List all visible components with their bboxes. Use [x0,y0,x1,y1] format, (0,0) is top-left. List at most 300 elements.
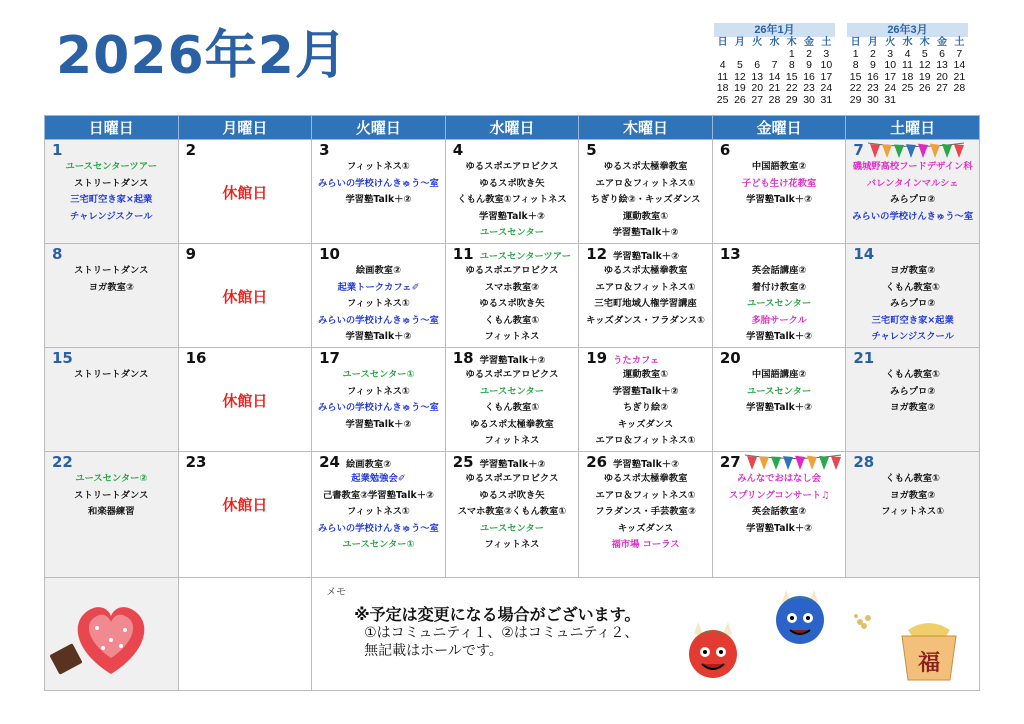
event-item: キッズダンス [617,418,674,430]
day-number: 21 [853,349,875,367]
event-item: くもん教室① [484,314,540,326]
calendar-day-cell [45,452,179,578]
mini-weekday: 日 [717,37,728,48]
calendar-week-row [45,348,980,452]
event-item: 学習塾Talk＋② [612,385,679,397]
day-number: 14 [853,245,875,263]
mini-day: 3 [887,47,894,60]
mini-day: 17 [884,70,897,83]
day-header [312,348,445,367]
mini-week-row [714,60,835,72]
calendar-day-cell [445,140,579,244]
mini-day: 25 [901,82,914,94]
memo-illustration-cell [45,578,179,691]
mini-weekday: 日 [850,37,861,48]
calendar-day-cell [45,244,179,348]
mini-day: 23 [867,82,879,94]
event-item: バレンタインマルシェ [866,177,959,189]
day-number: 9 [185,245,196,263]
mini-day: 27 [936,82,948,94]
event-item: ちぎり絵②・キッズダンス [590,194,701,205]
mini-week-row [847,60,968,72]
mini-day: 6 [754,59,761,71]
day-header [45,452,178,471]
day-number: 7 [853,141,864,159]
event-item: 運動教室① [623,369,669,380]
mini-day: 2 [806,47,812,60]
event-item: ゆるスポ太極拳教室 [603,161,688,172]
mini-weekday: 火 [752,37,763,48]
day-number: 15 [52,349,73,367]
weekday-thursday: 木曜日 [579,116,713,140]
event-item: チャレンジスクール [871,331,954,342]
red-oni-icon [682,610,744,684]
mini-day: 18 [716,82,729,94]
page-title: 2026年2月 [56,26,348,86]
calendar-day-cell [178,140,312,244]
mini-day: 18 [901,70,914,83]
mini-day: 26 [734,93,746,106]
mini-weekday: 火 [885,37,896,48]
event-item: 磯城野高校フードデザイン科 [852,161,973,172]
event-item: エアロ＆フィットネス① [595,281,696,293]
day-number: 12 [586,245,608,263]
inline-event: 学習塾Talk＋② [479,355,546,366]
mini-weekday: 木 [786,37,797,48]
event-item: 学習塾Talk＋② [746,194,813,205]
event-item: みらプロ② [890,194,936,205]
inline-event: ユースセンターツアー [479,251,572,262]
day-header [846,140,979,159]
day-number: 17 [319,349,340,367]
mini-day: 6 [939,47,945,60]
event-item: くもん教室①フィットネス [457,194,567,205]
day-header [846,244,979,263]
day-number: 6 [719,141,731,159]
event-item: チャレンジスクール [70,210,153,222]
day-number: 1 [52,141,63,159]
day-header [579,140,712,159]
event-item: ゆるスポ太極拳教室 [603,265,688,276]
weekday-friday: 金曜日 [712,116,846,140]
mini-calendar-grid [847,37,968,106]
event-item: ゆるスポ太極拳教室 [470,418,554,430]
calendar-day-cell [712,244,846,348]
event-item: くもん教室① [885,369,940,380]
event-item: 中国語講座② [751,369,807,380]
event-item: ゆるスポ吹き矢 [479,489,545,501]
mini-day: 17 [820,70,833,83]
inline-event: 学習塾Talk＋② [613,459,679,470]
event-item: 学習塾Talk＋② [345,418,412,430]
event-item: ゆるスポエアロビクス [465,161,559,172]
day-header [179,452,312,471]
mini-day: 16 [867,70,879,83]
event-item: フィットネス① [346,298,410,309]
mini-day: 16 [803,70,815,83]
day-number: 19 [586,349,608,367]
mini-day: 21 [768,82,781,94]
day-number: 20 [719,349,741,367]
mini-calendar-grid [714,37,835,106]
day-number: 2 [185,141,196,159]
event-item: ユースセンター① [342,369,415,380]
day-header [312,244,445,263]
mini-day: 1 [788,47,795,60]
weekday-monday: 月曜日 [178,116,312,140]
mini-day: 31 [820,93,833,106]
event-item: みらいの学校けんきゅう～室 [317,402,439,413]
event-item: 三宅町空き家×起業 [70,194,153,205]
day-number: 5 [586,141,597,159]
mini-day: 14 [953,59,966,71]
event-item: スプリングコンサート♫ [728,489,830,501]
event-item: ユースセンター [479,227,545,238]
mini-day: 20 [751,82,764,94]
event-item: ヨガ教室② [88,281,134,293]
mini-day: 1 [852,47,859,60]
event-item: フィットネス [484,331,540,342]
calendar-day-cell [312,140,446,244]
mini-day: 13 [751,70,764,83]
mini-weekday: 月 [867,37,878,48]
event-item: 学習塾Talk＋② [345,331,412,342]
event-item: みらいの学校けんきゅう～室 [317,522,439,534]
memo-label: メモ [326,587,347,598]
event-item: 三宅町空き家×起業 [871,314,954,326]
event-item: エアロ＆フィットネス① [595,435,696,446]
day-header [446,348,579,367]
mini-day: 29 [849,93,862,106]
event-item: ストリートダンス [74,369,149,380]
day-number: 10 [319,245,340,263]
mini-day: 7 [956,47,963,60]
weekday-header-row [45,116,980,140]
day-header [312,140,445,159]
calendar-day-cell [846,244,980,348]
event-item: ユースセンター [479,385,545,397]
event-item: 絵画教室② [355,265,401,276]
calendar-day-cell [712,452,846,578]
day-number: 8 [52,245,63,263]
day-header [713,140,846,159]
closed-label: 休館日 [222,392,268,410]
closed-label: 休館日 [222,288,268,306]
day-number: 27 [719,453,741,471]
calendar-day-cell [579,452,713,578]
mini-calendar-header: 26年3月 [847,23,968,37]
mini-day: 12 [918,59,931,71]
event-item: フィットネス [484,539,540,550]
mini-day: 27 [751,93,764,106]
mini-day: 9 [870,59,876,71]
event-item: ゆるスポエアロビクス [465,473,559,484]
calendar-day-cell [45,348,179,452]
mini-day: 7 [771,59,778,71]
calendar-day-cell [846,452,980,578]
day-header [446,244,579,263]
calendar-day-cell [846,140,980,244]
mini-day [951,95,968,107]
day-number: 18 [452,349,474,367]
mini-day: 13 [936,59,948,71]
event-item: フィットネス① [346,161,410,172]
mini-day: 28 [953,82,966,94]
mini-day: 10 [884,59,897,71]
event-item: キッズダンス [617,522,674,534]
event-item: みんなでおはなし会 [737,473,821,484]
mini-day: 20 [936,70,948,83]
event-item: みらプロ② [890,385,936,397]
event-item: ヨガ教室② [890,402,936,413]
day-number: 13 [719,245,741,263]
mini-calendar-header: 26年1月 [714,23,835,37]
calendar-day-cell [312,348,446,452]
memo-row [45,578,980,691]
event-item: フィットネス① [881,506,945,517]
event-item: 多胎サークル [751,314,807,326]
calendar-day-cell [312,244,446,348]
event-item: ゆるスポ吹き矢 [479,177,545,189]
event-item: ゆるスポ吹き矢 [479,298,545,309]
mini-day [899,95,916,107]
event-item: ユースセンターツアー [65,161,158,172]
event-item: 学習塾Talk＋② [746,522,813,534]
event-item: エアロ＆フィットネス① [595,177,696,189]
mini-day: 31 [884,93,897,106]
event-item: みらプロ② [890,298,936,309]
day-header [713,244,846,263]
event-item: ユースセンター [746,298,812,309]
memo-line-2: 無記載はホールです。 [364,643,503,659]
event-item: ストリートダンス [74,489,149,501]
calendar-day-cell [712,140,846,244]
event-item: くもん教室① [885,281,940,293]
day-number: 24 [319,453,340,471]
mini-day: 21 [953,70,966,83]
mini-day: 5 [921,47,928,60]
mini-calendar-january [714,23,835,106]
weekday-wednesday: 水曜日 [445,116,579,140]
event-item: 三宅町地域人権学習講座 [594,298,697,309]
day-header [446,452,579,471]
inline-event: 絵画教室② [346,459,392,470]
mini-calendar-march [847,23,968,106]
day-header [579,452,712,471]
calendar-day-cell [579,348,713,452]
event-item: ユースセンター [479,522,545,534]
event-item: 福市場 コーラス [611,539,680,550]
day-header [179,244,312,263]
event-item: ユースセンター① [342,539,415,550]
mini-day: 11 [717,70,729,83]
event-item: キッズダンス・フラダンス① [586,314,705,326]
mini-day: 19 [918,70,931,83]
event-item: ヨガ教室② [890,489,936,501]
mini-day: 4 [719,59,726,71]
event-item: 起業トークカフェ✐ [337,281,420,293]
mini-weekday: 月 [734,37,745,48]
event-item: 中国語教室② [751,161,807,172]
day-number: 22 [52,453,73,471]
day-header [179,348,312,367]
event-item: 和楽器練習 [88,506,135,517]
event-item: ゆるスポエアロビクス [465,265,559,276]
day-header [579,348,712,367]
day-number: 26 [586,453,608,471]
memo-cell [312,578,980,691]
event-item: フィットネス① [346,385,410,397]
month-calendar [44,115,980,691]
mini-weekday: 水 [769,37,780,48]
event-item: エアロ＆フィットネス① [595,489,696,501]
mini-weekday: 金 [804,37,815,48]
mini-weekday: 土 [821,37,832,48]
event-item: ゆるスポ太極拳教室 [603,473,688,484]
memo-empty-cell [178,578,312,691]
day-number: 3 [319,141,330,159]
day-header [45,348,178,367]
mini-day [916,95,933,107]
mini-day: 30 [803,93,815,106]
weekday-sunday: 日曜日 [45,116,179,140]
day-number: 4 [452,141,464,159]
memo-note: ※予定は変更になる場合がございます。 [354,605,641,624]
event-item: ユースセンター [746,385,812,397]
mini-day: 19 [734,82,746,94]
day-header [45,140,178,159]
calendar-day-cell [712,348,846,452]
event-item: 己書教室②学習塾Talk＋② [322,489,434,501]
inline-event: うたカフェ [613,355,660,366]
event-item: ストリートダンス [74,265,149,276]
event-item: 学習塾Talk＋② [479,210,545,222]
day-number: 28 [853,453,875,471]
event-item: ちぎり絵② [623,402,669,413]
mini-weekday-row [714,37,835,49]
mini-day: 26 [918,82,931,94]
event-item: フィットネス① [346,506,410,517]
event-item: ヨガ教室② [890,265,936,276]
calendar-day-cell [178,452,312,578]
mini-day: 22 [785,82,798,94]
event-item: 起業勉強会✐ [351,473,406,484]
mini-day: 8 [788,59,795,71]
mini-day: 8 [852,59,859,71]
day-header [846,348,979,367]
event-item: 着付け教室② [751,281,807,293]
event-item: くもん教室① [484,402,540,413]
day-number: 16 [185,349,207,367]
mini-weekday: 金 [937,37,948,48]
mini-day: 23 [803,82,815,94]
event-item: 学習塾Talk＋② [345,194,412,205]
event-item: 英会話講座② [751,265,807,276]
calendar-week-row [45,244,980,348]
calendar-day-cell [445,348,579,452]
mini-weekday: 水 [902,37,913,48]
mini-day: 24 [820,82,833,94]
memo-line-1: ①はコミュニティ１、②はコミュニティ２、 [364,625,639,641]
mini-day: 24 [884,82,897,94]
day-header [579,244,712,263]
event-item: 英会話教室② [751,506,807,517]
mini-day: 14 [768,70,781,83]
closed-label: 休館日 [222,496,268,514]
mini-day: 3 [823,47,830,60]
event-item: 学習塾Talk＋② [612,227,679,238]
mini-day: 11 [902,59,913,71]
inline-event: 学習塾Talk＋② [613,251,679,262]
event-item: みらいの学校けんきゅう～室 [317,177,439,189]
day-header [312,452,445,471]
day-header [446,140,579,159]
day-header [713,348,846,367]
calendar-day-cell [579,140,713,244]
calendar-day-cell [312,452,446,578]
heart-gift-icon [45,578,177,686]
mini-day: 29 [785,93,798,106]
event-item: 子ども生け花教室 [741,177,817,189]
closed-label: 休館日 [222,184,268,202]
event-item: ストリートダンス [74,177,149,189]
mini-weekday: 土 [954,37,965,48]
weekday-tuesday: 火曜日 [312,116,446,140]
mini-day: 4 [904,47,911,60]
day-number: 23 [185,453,207,471]
calendar-day-cell [445,452,579,578]
fuku-label: 福 [918,651,941,676]
weekday-saturday: 土曜日 [846,116,980,140]
day-header [846,452,979,471]
calendar-week-row [45,452,980,578]
mini-weekday: 木 [919,37,930,48]
mini-day: 25 [716,93,729,106]
calendar-day-cell [846,348,980,452]
mini-day: 10 [820,59,833,71]
event-item: スマホ教室② [484,281,540,293]
event-item: 学習塾Talk＋② [746,402,813,413]
event-item: スマホ教室②くもん教室① [457,506,567,517]
inline-event: 学習塾Talk＋② [479,459,546,470]
mini-day: 12 [734,70,746,83]
mini-day: 22 [849,82,862,94]
mini-weekday-row [847,37,968,49]
event-item: くもん教室① [885,473,940,484]
event-item: 学習塾Talk＋② [746,331,813,342]
calendar-week-row [45,140,980,244]
mini-week-row [847,95,968,107]
day-header [713,452,846,471]
fuku-masu-icon [894,622,964,682]
event-item: みらいの学校けんきゅう～室 [852,210,974,222]
event-item: フラダンス・手芸教室② [595,506,696,517]
day-header [45,244,178,263]
mini-day: 28 [768,93,781,106]
calendar-day-cell [178,348,312,452]
calendar-day-cell [178,244,312,348]
blue-oni-icon [768,580,832,650]
day-number: 25 [452,453,474,471]
mini-week-row [714,95,835,107]
event-item: みらいの学校けんきゅう～室 [317,314,439,326]
mini-day [933,95,950,107]
day-number: 11 [452,245,474,263]
event-item: 運動教室① [623,210,669,222]
calendar-day-cell [45,140,179,244]
day-header [179,140,312,159]
mini-day: 15 [785,70,798,83]
